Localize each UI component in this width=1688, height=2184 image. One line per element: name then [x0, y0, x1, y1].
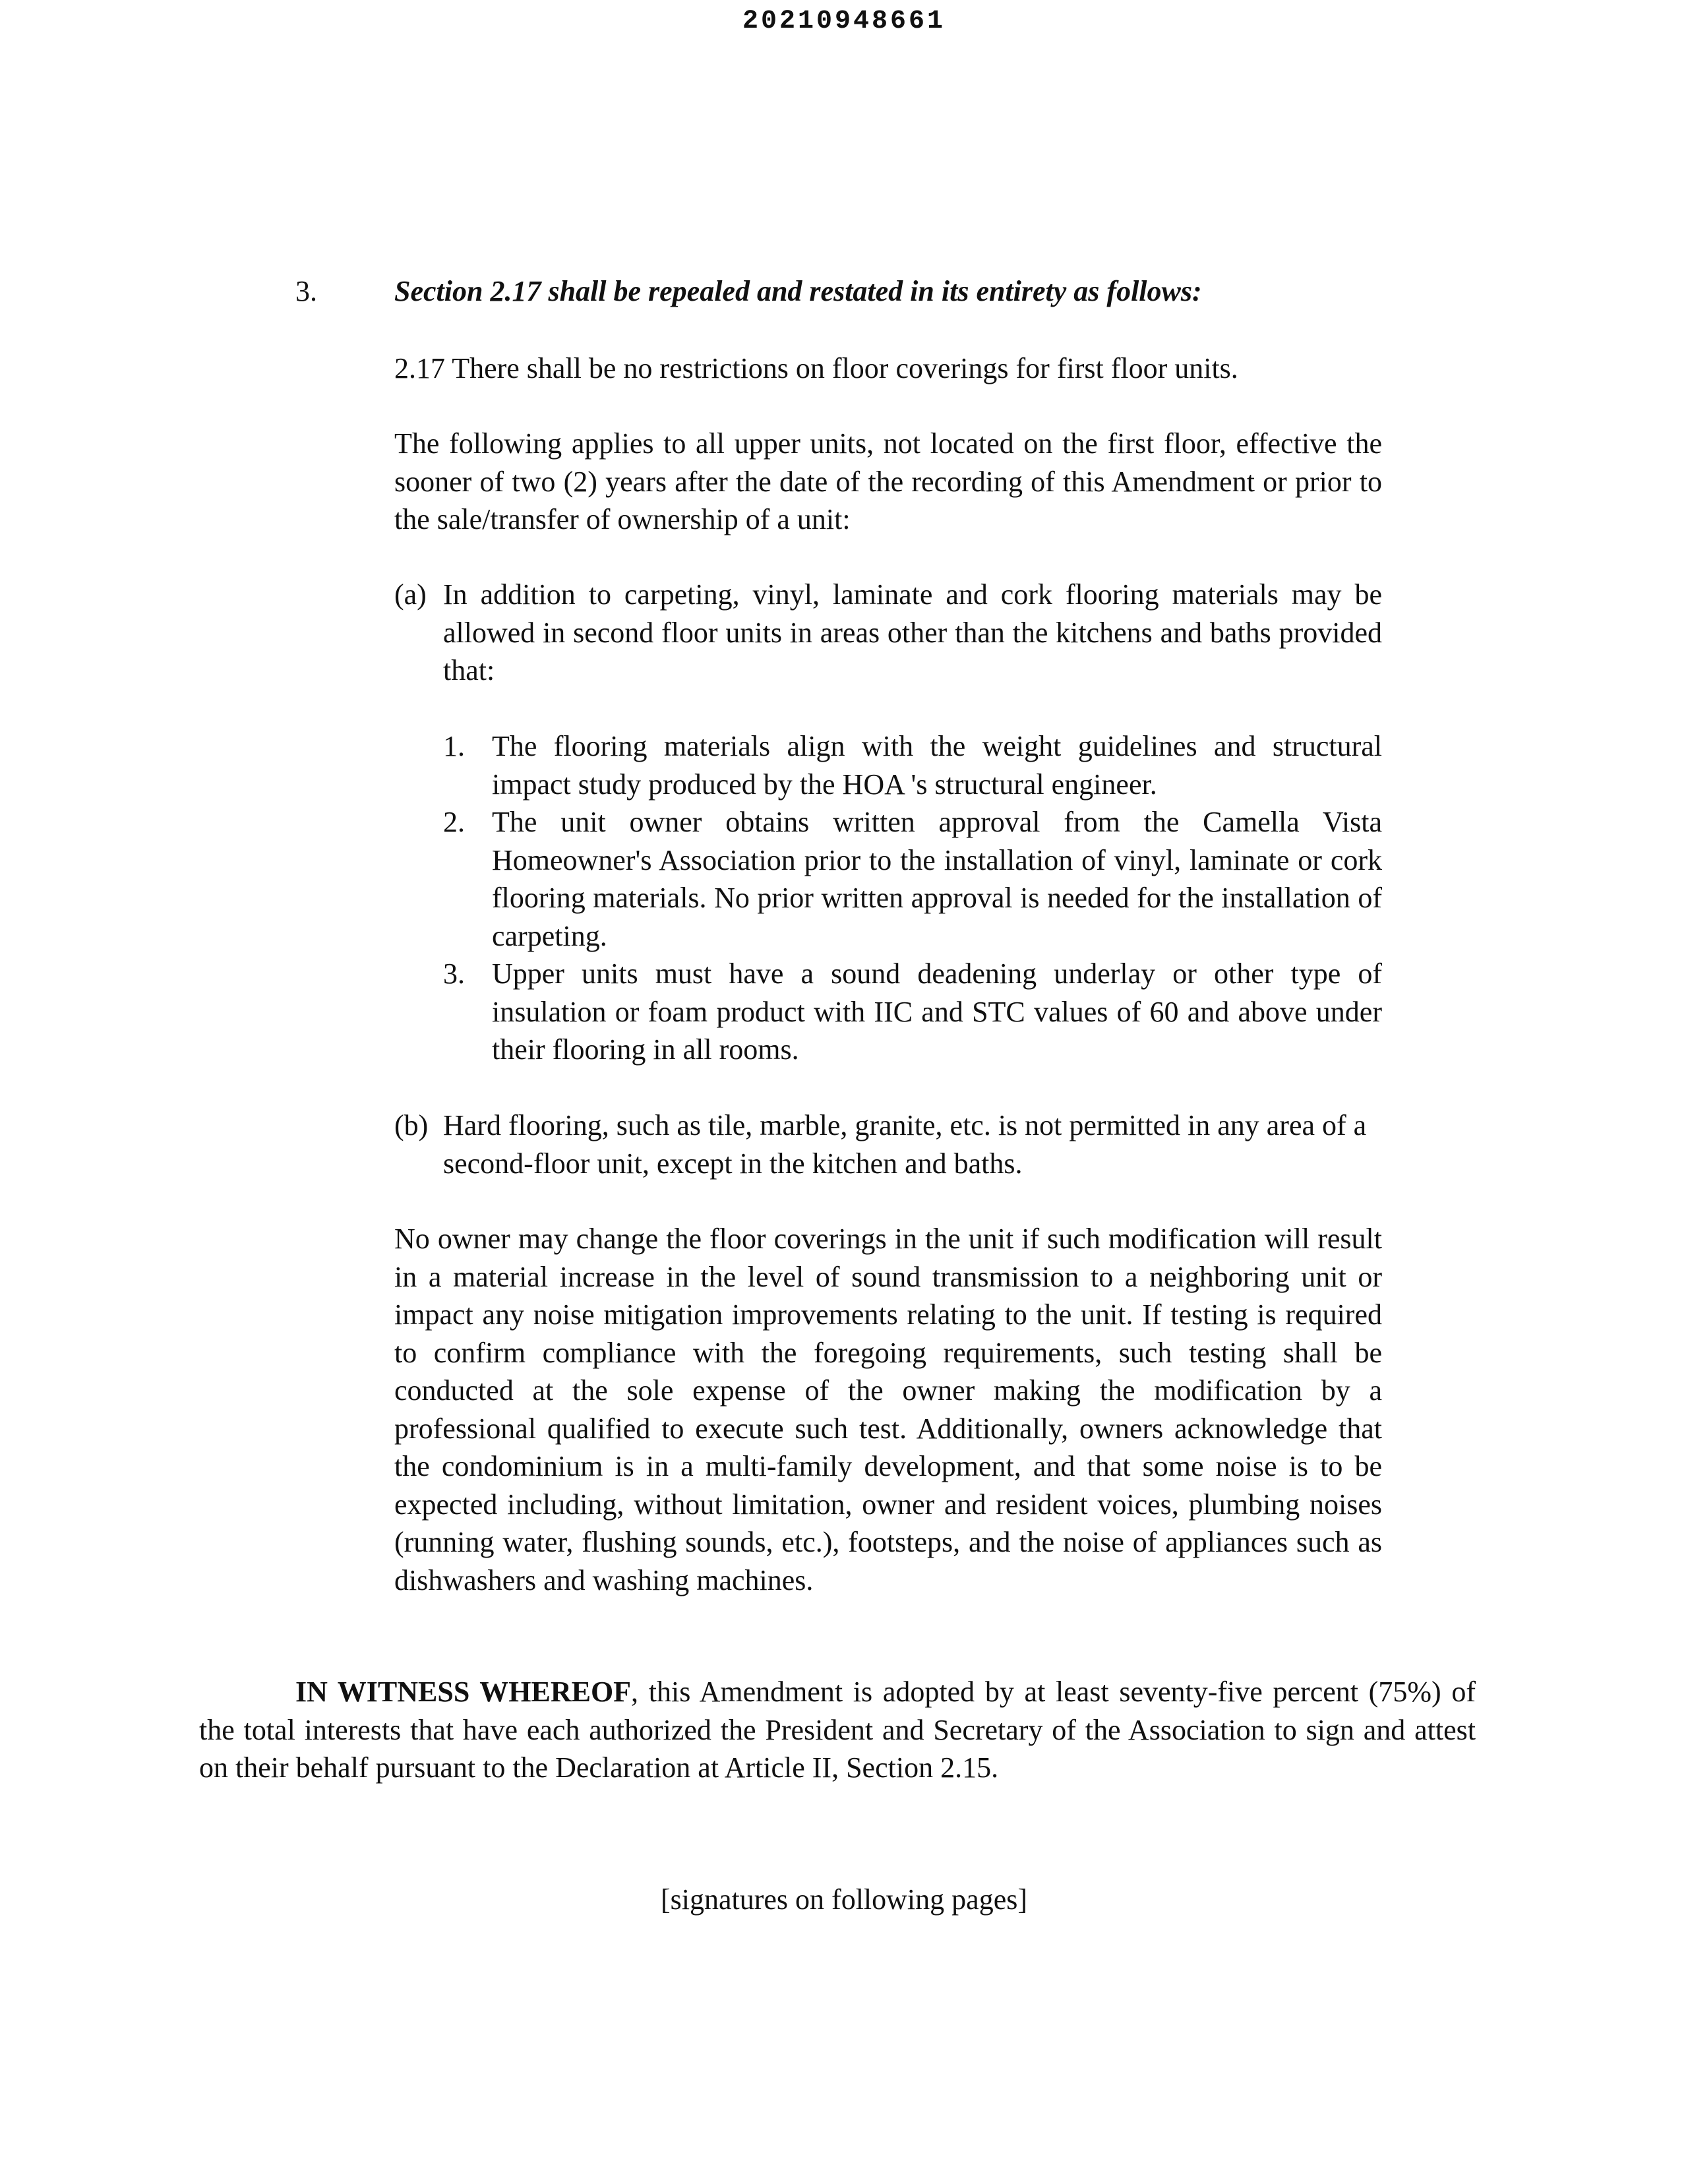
item-a-body — [394, 576, 1382, 690]
item-a-marker: (a) — [394, 578, 427, 611]
section-number: 3. — [295, 275, 317, 307]
list-item — [443, 803, 1382, 955]
list-item — [443, 955, 1382, 1069]
list-item-marker: 1. — [443, 730, 465, 762]
document-number: 20210948661 — [742, 7, 946, 36]
list-item-marker: 2. — [443, 806, 465, 838]
section-title: Section 2.17 shall be repealed and restated in its entirety as follows: — [394, 275, 1202, 307]
list-item-text: The flooring materials align with the weight guidelines and structural impact study produced by the HOA 's structural engineer. — [492, 730, 1382, 801]
item-a — [394, 576, 1382, 690]
item-a-text: In addition to carpeting, vinyl, laminate and cork flooring materials may be allowed in second floor units in areas other than the kitchens and baths provided that: — [443, 578, 1382, 686]
item-b-marker: (b) — [394, 1109, 429, 1141]
signatures-note: [signatures on following pages] — [661, 1883, 1027, 1916]
section-heading — [295, 272, 1383, 311]
list-item — [443, 727, 1382, 803]
conditions-list — [443, 727, 1382, 1069]
list-item-text: Upper units must have a sound deadening underlay or other type of insulation or foam product with IIC and STC values of 60 and above under their flooring in all rooms. — [492, 957, 1382, 1066]
witness-lead: IN WITNESS WHEREOF — [295, 1676, 632, 1708]
witness-paragraph — [199, 1673, 1476, 1787]
upper-units-paragraph: The following applies to all upper units, not located on the first floor, effective the sooner of two (2) years after the date of the recording of this Amendment or prior to the sale/transfer of ownership of a unit: — [394, 427, 1382, 535]
item-b-text: Hard flooring, such as tile, marble, granite, etc. is not permitted in any area of a second-floor unit, except in the kitchen and baths. — [443, 1109, 1367, 1180]
item-b — [394, 1107, 1382, 1182]
modification-paragraph: No owner may change the floor coverings in the unit if such modification will result in a material increase in the level of sound transmission to a neighboring unit or impact any noise mitigation improvements relating to the unit. If testing is required to confirm compliance with the foregoing requirements, such testing shall be conducted at the sole expense of the owner making the modification by a professional qualified to execute such test. Additionally, owners acknowledge that the condominium is in a multi-family development, and that some noise is to be expected including, without limitation, owner and resident voices, plumbing noises (running water, flushing sounds, etc.), footsteps, and the noise of appliances such as dishwashers and washing machines. — [394, 1223, 1382, 1596]
list-item-text: The unit owner obtains written approval from the Camella Vista Homeowner's Association prior to the installation of vinyl, laminate or cork flooring materials. No prior written approval is needed for the installation of carpeting. — [492, 806, 1382, 952]
item-b-body — [394, 1107, 1382, 1182]
witness-text: , this Amendment is adopted by at least seventy-five percent (75%) of the total interests that have each authorized the President and Secretary of the Association to sign and attest on their behalf pursuant to the Declaration at Article II, Section 2.15. — [199, 1676, 1476, 1784]
intro-paragraph: 2.17 There shall be no restrictions on floor coverings for first floor units. — [394, 352, 1238, 384]
list-item-marker: 3. — [443, 957, 465, 990]
